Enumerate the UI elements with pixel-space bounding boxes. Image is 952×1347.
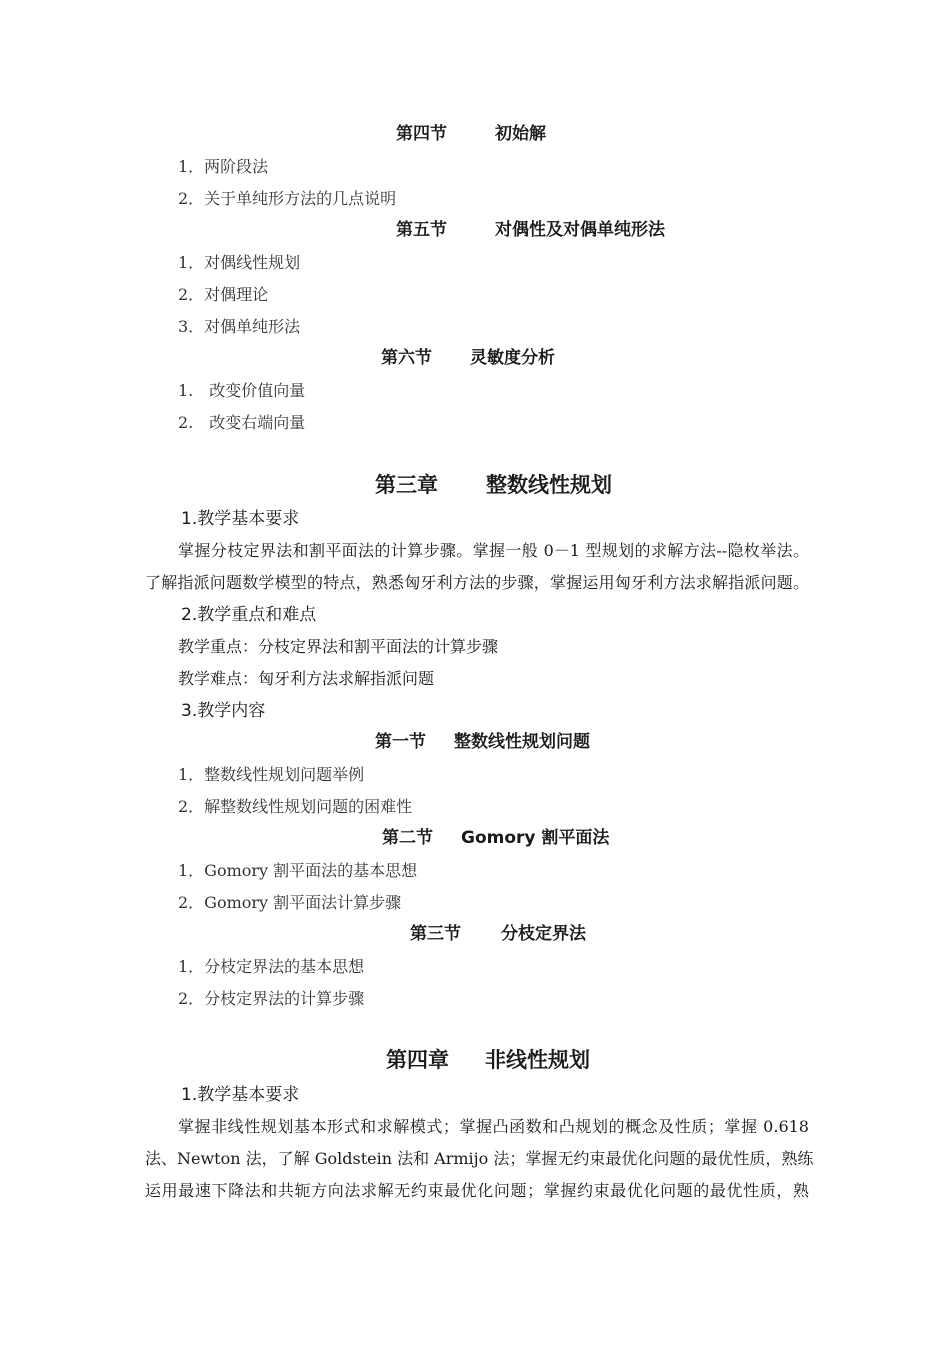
list-item: 2．对偶理论 [178, 285, 269, 304]
section-title: 对偶性及对偶单纯形法 [495, 220, 665, 240]
list-item: 3．对偶单纯形法 [178, 317, 301, 336]
list-item: 2．分枝定界法的计算步骤 [178, 989, 365, 1008]
chapter-number: 第四章 [386, 1048, 449, 1072]
paragraph-line: 法、Newton 法，了解 Goldstein 法和 Armijo 法；掌握无约束最优化问题的最优性质，熟练 [145, 1149, 814, 1168]
list-item: 2．关于单纯形方法的几点说明 [178, 189, 397, 208]
paragraph-line: 掌握非线性规划基本形式和求解模式；掌握凸函数和凸规划的概念及性质；掌握 0.618 [178, 1117, 809, 1136]
list-item: 1．对偶线性规划 [178, 253, 301, 272]
list-item: 1．整数线性规划问题举例 [178, 765, 365, 784]
list-item: 2．解整数线性规划问题的困难性 [178, 797, 413, 816]
chapter-number: 第三章 [375, 473, 438, 497]
section-title: 整数线性规划问题 [454, 732, 590, 752]
list-item: 1．Gomory 割平面法的基本思想 [178, 861, 418, 880]
paragraph-line: 运用最速下降法和共轭方向法求解无约束最优化问题；掌握约束最优化问题的最优性质，熟 [145, 1181, 809, 1200]
list-item: 1. 改变价值向量 [178, 381, 306, 400]
section-title: 初始解 [495, 124, 546, 144]
subheading-requirements: 1.教学基本要求 [181, 1085, 300, 1105]
section-number: 第五节 [396, 220, 447, 240]
subheading-requirements: 1.教学基本要求 [181, 509, 300, 529]
section-number: 第三节 [410, 924, 461, 944]
list-item: 2．Gomory 割平面法计算步骤 [178, 893, 402, 912]
section-title: 分枝定界法 [501, 924, 586, 944]
section-number: 第六节 [381, 348, 432, 368]
section-heading-6 [381, 347, 555, 369]
section-heading-3-3 [410, 923, 586, 945]
chapter-title: 非线性规划 [485, 1048, 590, 1072]
subheading-key-points: 2.教学重点和难点 [181, 605, 317, 625]
section-title: 灵敏度分析 [470, 348, 555, 368]
list-item: 1．两阶段法 [178, 157, 269, 176]
chapter-3-title [375, 471, 612, 499]
section-heading-3-1 [375, 731, 590, 753]
difficult-point-text: 教学难点：匈牙利方法求解指派问题 [178, 669, 435, 688]
key-point-text: 教学重点：分枝定界法和割平面法的计算步骤 [178, 637, 499, 656]
chapter-4-title [386, 1046, 590, 1074]
section-title: Gomory 割平面法 [461, 828, 610, 848]
section-heading-5 [396, 219, 665, 241]
section-number: 第四节 [396, 124, 447, 144]
paragraph-line: 掌握分枝定界法和割平面法的计算步骤。掌握一般 0－1 型规划的求解方法--隐枚举法。 [178, 541, 809, 560]
list-item: 2. 改变右端向量 [178, 413, 306, 432]
section-heading-4 [396, 123, 546, 145]
section-number: 第一节 [375, 732, 426, 752]
section-heading-3-2 [382, 827, 609, 849]
chapter-title: 整数线性规划 [486, 473, 612, 497]
list-item: 1．分枝定界法的基本思想 [178, 957, 365, 976]
paragraph-line: 了解指派问题数学模型的特点，熟悉匈牙利方法的步骤，掌握运用匈牙利方法求解指派问题。 [145, 573, 809, 592]
subheading-content: 3.教学内容 [181, 701, 266, 721]
section-number: 第二节 [382, 828, 433, 848]
